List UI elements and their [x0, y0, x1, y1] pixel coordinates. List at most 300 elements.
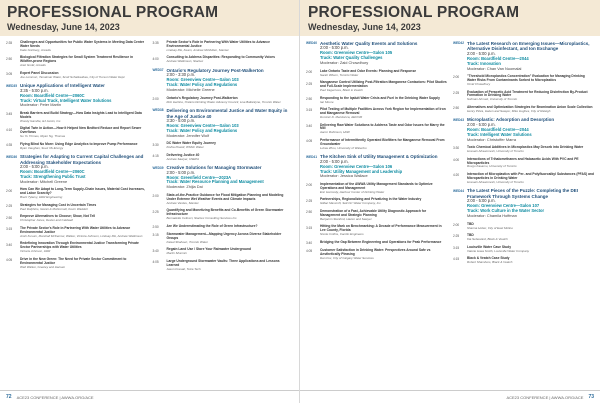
presentation-body — [467, 158, 594, 169]
session-room: Room: Boardfield Centre—2060C — [20, 92, 85, 98]
session-track: Track: Water Quality Challenges — [320, 55, 383, 61]
presentation-entry — [153, 233, 294, 244]
presentation-entry — [6, 143, 147, 151]
presentation-title: Stormwater Management—Mapping Urgency Across Diverse Stakeholder Groups — [166, 232, 282, 240]
presentation-time: 4:00 — [453, 157, 460, 162]
session-code: WED42 — [453, 41, 464, 46]
presentation-time: 2:50 — [6, 215, 13, 220]
session-time: 2:00 - 3:30 p.m. — [166, 72, 196, 78]
presentation-title: TBD — [467, 233, 474, 238]
presentation-title: Large Underground Stormwater Vaults: Three Applications and Lessons Learned — [166, 258, 280, 267]
presenter-names: Ian Moore — [320, 99, 334, 104]
presentation-title: Louisville Water Case Study — [467, 244, 512, 249]
session-code: WED37 — [152, 68, 164, 73]
presentation-title: Quantifying and Monetizing Benefits and Co-Benefits of Green Stormwater Infrastructure — [166, 208, 284, 217]
presenter-names: Martin Sharmin — [166, 251, 187, 256]
presentation-entry — [153, 225, 294, 229]
presentation-title: State-of-the-Practice Guidance for Flood Mitigation Planning and Modeling Under Extreme Wet Weather Events and Climate Impacts — [166, 192, 284, 201]
presentation-body — [20, 72, 147, 80]
presentation-title: Performance of Intermittently Operated Biofilters for Manganese Removal From Groundwater — [320, 137, 445, 146]
session-time: 2:00 - 5:00 p.m. — [166, 169, 196, 175]
presentation-body — [167, 209, 294, 220]
presentation-title: Delivering Raw Water Solutions to Address Taste and Odor Issues for Marry the Mill — [320, 122, 445, 131]
session-moderator: Moderator: Zaid Chowdhury — [320, 60, 369, 66]
presentation-entry — [306, 139, 447, 150]
presentation-title: Delivering Justice 40 — [166, 152, 200, 157]
presentation-time: 4:15 — [453, 257, 460, 262]
presentation-body — [467, 223, 594, 231]
page-number: 73 — [588, 394, 594, 400]
session-track: Track: Strengthening Public Trust — [20, 173, 86, 179]
program-column — [453, 41, 594, 269]
presentation-entry — [306, 249, 447, 260]
presenter-names: Soliman Ahmed, University of Toronto — [467, 97, 518, 102]
session-block — [453, 188, 594, 218]
page-footer — [300, 390, 600, 403]
presenter-names: Andrew Watkinson, Stantec — [166, 59, 204, 64]
presentation-body — [167, 248, 294, 256]
presentation-entry — [306, 241, 447, 245]
presentation-time: 3:40 — [306, 241, 313, 246]
presentation-time: 3:45 — [6, 112, 13, 117]
presentation-title: Break Barriers and Build Strategy—How Data Insights Lead to Intelligent Data Models — [20, 111, 142, 119]
presentation-body — [167, 142, 294, 150]
presentation-time: 4:15 — [152, 154, 159, 159]
presentation-time: 2:25 — [453, 234, 460, 239]
session-room: Room: Boardfield Centre—2044 — [467, 55, 529, 61]
presentation-time: 4:35 — [6, 143, 13, 148]
presenter-names: Dan Fox, City of Calgary Water Services — [320, 255, 374, 260]
presenter-names: Andrew Vardes, Stantec — [166, 200, 199, 205]
presentation-time: 3:15 — [306, 225, 313, 230]
presenter-names: Sarah Wilson, Toronto Water — [320, 72, 359, 77]
presentation-body — [167, 154, 294, 162]
presentation-time: 2:25 — [306, 198, 313, 203]
presenter-names: Lukas Zhou, University of Waterloo — [320, 145, 367, 150]
session-body — [167, 165, 294, 190]
presentation-time: 2:25 — [6, 204, 13, 209]
presentation-title: TBD — [467, 221, 474, 226]
presenter-names: Kishia Powell, WSSC Water — [166, 145, 204, 150]
presentation-entry — [453, 106, 594, 114]
presenter-names: Nicole Collins, Carollo Engineers — [320, 232, 364, 237]
session-body — [467, 117, 594, 142]
session-title: The Kitchen Sink of Utility Management & Optimization — [320, 154, 438, 160]
footer-label: ACE23 CONFERENCE | AWWA.ORG/ACE — [506, 394, 584, 400]
presenter-names: Shanna Heber, City of East Moline — [467, 225, 513, 230]
presentation-title: Flying Blind No More: Using Edge Analytics to Improve Pump Performance — [20, 141, 138, 146]
session-block — [306, 154, 447, 179]
presentation-title: Partnerships, Regionalizing and Privatizing in the Water Industry — [320, 197, 422, 202]
presentation-body — [320, 124, 447, 135]
session-title: Strategies for Adapting to Current Capital Challenges and Addressing Stakeholder Expectations — [20, 154, 144, 165]
presentation-time: 2:00 — [152, 96, 159, 101]
presentation-time: 3:35 — [152, 41, 159, 46]
session-room: Room: Greenview Centre—Salon 103 — [166, 122, 239, 128]
presentation-body — [467, 75, 594, 86]
presentation-body — [467, 257, 594, 265]
presentation-body — [20, 41, 147, 52]
session-title: The Latest Pieces of the Puzzle: Completing the DEI Framework Through Systems Change — [467, 188, 579, 199]
presentation-entry — [453, 146, 594, 154]
presentation-body — [20, 143, 147, 151]
session-body — [320, 154, 447, 179]
presenter-names: Valerie Haas Smith, Louisville Water Company — [467, 248, 530, 253]
presentation-entry — [153, 194, 294, 205]
presenter-names: Ariel Grold, Arcadis — [20, 63, 46, 68]
presentation-title: Customer Satisfaction in Drinking Water: Perspectives Around Safe vs Aesthetically Pleasing — [320, 248, 431, 256]
presentation-entry — [306, 81, 447, 92]
session-block — [153, 165, 294, 190]
presentation-time: 4:05 — [152, 260, 159, 265]
presentation-entry — [453, 91, 594, 102]
presentation-time: 2:25 — [152, 209, 159, 214]
presentation-entry — [153, 56, 294, 64]
presentation-body — [320, 97, 447, 105]
session-body — [20, 154, 147, 184]
presentation-entry — [453, 234, 594, 242]
presenter-names: Katie Grinberg, Arcadis — [20, 47, 51, 52]
presentation-time: 2:50 — [453, 106, 460, 111]
presentation-time: 4:05 — [306, 249, 313, 254]
presentation-body — [167, 97, 294, 105]
presenter-names: Benjamin Stanford, Hazen and Sawyer — [320, 216, 372, 221]
presenter-names: Bernadette Cellucci, Stantec Consulting Services Inc. — [166, 216, 238, 221]
presentation-body — [167, 41, 294, 52]
page-date: Wednesday, June 14, 2023 — [7, 22, 120, 32]
presentation-time: 3:05 — [6, 72, 13, 77]
presentation-title: Pilot Testing of Multiple Facilities Across York Region for Implementation of Iron and Manganese Removal — [320, 107, 446, 116]
program-column — [153, 41, 294, 275]
session-body — [167, 108, 294, 138]
presentation-title: Ontario's Regulatory Journey Post-Walkerton — [166, 95, 238, 100]
session-moderator: Moderator: Zhijia Dai — [166, 184, 203, 190]
presentation-time: 3:30 — [152, 142, 159, 147]
presenter-names: Aaron Robinson, HDR — [320, 130, 350, 135]
presentation-entry — [306, 225, 447, 236]
presenter-names: Henry Pizza, Hazen and Sawyer, Mike Hughes, City of Raleigh — [467, 108, 551, 113]
session-title: Delivering on Environmental Justice and Water Equity in the Age of Justice 40 — [166, 108, 288, 119]
session-time: 2:00 - 5:00 p.m. — [467, 50, 496, 56]
presentation-title: Toxic Chemical Additives in Microplastics May Desorb into Drinking Water — [467, 145, 584, 150]
presentation-entry — [306, 97, 447, 105]
presentation-entry — [6, 215, 147, 223]
session-time: 2:00 - 5:00 p.m. — [320, 158, 349, 164]
presentation-time: 4:00 — [152, 56, 159, 61]
session-body — [467, 188, 594, 218]
session-block — [6, 154, 147, 184]
page-title: PROFESSIONAL PROGRAM — [308, 4, 520, 21]
presentation-body — [467, 246, 594, 254]
session-block — [153, 68, 294, 93]
session-moderator: Moderator: Michelle Greene — [166, 87, 215, 93]
presentation-body — [20, 204, 147, 212]
presenter-names: Ansh Kusum, Marshall McKerrow, Walker, Victoria Johnson, Lindsay RH, Andrew Watkinson — [20, 233, 143, 238]
presentation-entry — [153, 154, 294, 162]
presentation-body — [20, 127, 147, 138]
session-track: Track: Intelligent Water Solutions — [467, 131, 532, 137]
session-body — [320, 41, 447, 66]
session-time: 2:00 - 5:00 p.m. — [320, 45, 349, 51]
presentation-body — [167, 225, 294, 229]
presentation-time: 3:15 — [453, 245, 460, 250]
presentation-body — [20, 227, 147, 238]
presentation-title: DC Water Water Equity Journey — [166, 141, 216, 146]
presentation-title: Challenges and Opportunities for Public Water Systems in Meeting Data Center Water Needs — [20, 40, 145, 48]
session-room: Room: Greenview Centre—Salon 105 — [320, 50, 393, 56]
presenter-names: Roxgo Kasamu, University of Toronto — [467, 164, 517, 169]
page-footer — [0, 390, 300, 403]
presentation-time: 3:40 — [152, 248, 159, 253]
session-track: Track: Virtual Track, Intelligent Water Solutions — [20, 97, 112, 103]
presentation-title: Regain Land Use / Store Your Rainwater Underground — [166, 247, 252, 252]
presentation-entry — [153, 209, 294, 220]
presenter-names: Hossein Afraamnesh, University of Toronto — [467, 179, 524, 184]
presenter-names: Kia Sebestard, Black & Veatch — [467, 237, 508, 241]
session-body — [20, 83, 147, 108]
presentation-entry — [153, 142, 294, 150]
session-room: Room: Boardfield Centre—2044 — [467, 126, 529, 132]
presentation-time: 3:30 — [453, 146, 460, 151]
session-moderator: Moderator: Mitchell Greene — [20, 178, 68, 184]
page-date: Wednesday, June 14, 2023 — [308, 22, 421, 32]
session-moderator: Moderator: Peter Martin — [20, 102, 62, 108]
session-code: WED41 — [306, 154, 317, 159]
presentation-time: 2:50 — [152, 225, 159, 230]
presentation-time: 3:15 — [6, 227, 13, 232]
session-track: Track: Work Culture in the Water Sector — [467, 208, 545, 214]
presenter-names: Joe Lemmon, Tamalmar Water, Scott Schalkaulkas, City of Tucson Water Dept. — [20, 74, 126, 79]
presentation-body — [320, 198, 447, 206]
presentation-title: Are We Underestimating the Role of Green Infrastructure? — [166, 223, 258, 228]
presentation-title: Interactions of Trihalomethanes and Haloacetic Acids With PVC and PE Microparticles — [467, 156, 579, 165]
session-title: Ontario's Regulatory Journey Post-Walkerton — [166, 67, 264, 73]
presentation-title: Alternatives and Optimization Strategies for Bromination Anion Scale Collection — [467, 104, 593, 109]
presentation-title: Consulting to Address Disparities: Responding to Community Voices — [166, 55, 275, 60]
session-room: Room: Greenfield Centre—2023A — [166, 174, 232, 180]
presentation-body — [467, 146, 594, 154]
presentation-time: 3:15 — [306, 108, 313, 113]
session-moderator: Moderator: Chamila Hoffman — [467, 213, 517, 218]
presentation-entry — [306, 108, 447, 119]
presentation-title: Demonstration of a Fast, Achievable Utility Diagnostic Approach for Management and Strategic Planning — [320, 208, 427, 217]
presentation-body — [467, 234, 594, 242]
presentation-body — [467, 173, 594, 184]
presentation-title: Lake Ontario Taste and Odor Events: Planning and Response — [320, 68, 417, 73]
session-room: Room: Boardfield Centre—2060C — [20, 169, 85, 175]
presenter-names: Faisal Shaheen, Toronto Water — [166, 239, 208, 244]
presentation-body — [20, 56, 147, 67]
presentation-entry — [6, 41, 147, 52]
presenter-names: Paul Dolphins, Gianni & McDonnell, Kevin Waddell — [20, 206, 88, 211]
presentation-entry — [153, 97, 294, 105]
presentation-time: 2:50 — [6, 56, 13, 61]
presentation-title: Strategies for Managing Cost in Uncertain Times — [20, 202, 97, 207]
presentation-entry — [153, 260, 294, 271]
presenter-names: Christopher Jones, Dexter and Caldwell — [20, 218, 73, 223]
presentation-time: 4:05 — [306, 139, 313, 144]
presentation-entry — [6, 188, 147, 199]
presentation-time: 2:25 — [453, 90, 460, 95]
session-moderator: Moderator: Christoffer Marra — [467, 136, 517, 142]
session-moderator: Moderator: Jessica Wallace — [320, 173, 368, 179]
presentation-body — [20, 188, 147, 199]
presentation-entry — [306, 70, 447, 78]
presentation-title: Manganese Control Utilizing Post-Filtration Manganese Contactors: Pilot Studies and Full-Scale Implementation — [320, 80, 447, 89]
session-code: WED44 — [453, 188, 464, 193]
presentation-title: Private Sector's Role in Partnering With Water Utilities to Advance Environmental Justice — [166, 40, 270, 48]
session-title: The Latest Research on Emerging Issues—Microplastics, Alternative Disinfectant, and Ion Exchange — [467, 41, 590, 52]
page-number: 72 — [6, 394, 12, 400]
page-header — [300, 0, 600, 36]
session-block — [6, 83, 147, 108]
presentation-entry — [306, 183, 447, 194]
presentation-entry — [6, 242, 147, 253]
presentation-body — [320, 249, 447, 260]
presentation-body — [20, 112, 147, 123]
presentation-time: 3:40 — [6, 242, 13, 247]
session-code: WED43 — [453, 117, 464, 122]
presentation-body — [467, 91, 594, 102]
session-code: WED36 — [6, 154, 17, 159]
presentation-body — [167, 233, 294, 244]
presentation-entry — [153, 248, 294, 256]
presenter-names: Eric Harmody, Harbour Center of Drinking Water — [320, 189, 385, 194]
session-body — [467, 41, 594, 71]
presenter-names: Hossein Afraamnesh, University of Toronto — [467, 149, 524, 154]
presenter-names: Walt Walker, Greeley and Hansen — [20, 264, 66, 269]
presenter-names: Robert Shambers, Black & Veatch — [467, 260, 513, 264]
page-title: PROFESSIONAL PROGRAM — [7, 4, 219, 21]
presentation-time: 2:50 — [306, 210, 313, 215]
page-header — [0, 0, 300, 36]
presentation-title: "Threshold Microplastics Concentration" Evaluation for Managing Drinking Water Risks From Contaminants Sorbed to Microplastics — [467, 74, 585, 83]
presentation-entry — [6, 56, 147, 67]
presentation-entry — [6, 204, 147, 212]
session-time: 2:00 - 5:00 p.m. — [20, 164, 49, 170]
presenter-names: Woody Gamble, EJ Jamin, Inc. — [20, 118, 62, 123]
presentation-entry — [453, 75, 594, 86]
presenter-names: Andrew Sawyer, USEPA — [166, 156, 199, 161]
presentation-entry — [453, 257, 594, 265]
presentation-entry — [6, 112, 147, 123]
program-column — [6, 41, 147, 275]
presentation-time: 2:00 — [152, 194, 159, 199]
presentation-body — [320, 81, 447, 92]
session-title: Microplastic: Adsorption and Desorption — [467, 117, 555, 123]
session-time: 2:00 - 5:00 p.m. — [467, 121, 496, 127]
presenter-names: Ryan Vaughan, Suez IIS Energy — [20, 145, 64, 150]
session-code: WED35 — [6, 83, 17, 88]
session-time: 3:35 - 5:00 p.m. — [20, 87, 49, 93]
presentation-body — [320, 108, 447, 119]
presentation-body — [467, 106, 594, 114]
presenter-names: Lindsay RH, Kearn, Andrew McMullen, Stantec — [166, 47, 229, 52]
session-block — [306, 41, 447, 66]
presentation-time: 2:50 — [306, 96, 313, 101]
presentation-time: 4:10 — [6, 127, 13, 132]
presentation-time: 4:20 — [453, 173, 460, 178]
presentation-title: Digital Twin in Action—How it Helped New Bedford Reduce and Report Sewer Overflows — [20, 126, 142, 135]
presenter-names: Paul Fagerness, Black & Veatch — [320, 88, 363, 93]
presenter-names: Victoria Johnson, HDR — [20, 249, 51, 254]
presentation-entry — [6, 227, 147, 238]
presentation-title: Evaluation of Peracetic Acid Treatment for Reducing Disinfection By-Product Formation in Drinking Water — [467, 89, 588, 98]
presentation-body — [20, 242, 147, 253]
session-code: WED39 — [152, 165, 164, 170]
presentation-body — [320, 225, 447, 236]
session-room: Room: Greenview Centre—Salon 107 — [467, 203, 540, 209]
session-code: WED38 — [152, 108, 164, 113]
presenter-names: Dominic D. Mendonca, AECOM — [320, 114, 363, 119]
session-block — [153, 108, 294, 138]
presentation-time: 3:15 — [152, 233, 159, 238]
presentation-entry — [453, 173, 594, 184]
presentation-body — [167, 194, 294, 205]
session-track: Track: Innovation — [467, 60, 501, 66]
presenter-names: Omid Chowdhury — [467, 81, 491, 86]
presentation-title: Emprove Alternatives to Choose; Show, Not Tell — [20, 214, 96, 219]
session-track: Track: Utility Management and Leadership — [320, 168, 403, 174]
presentation-body — [320, 241, 447, 245]
presentation-title: Bridging the Gap Between Engineering and Operations for Peak Performance — [320, 239, 442, 244]
presenter-names: Brent Tylamy, HDR Engineering — [20, 195, 63, 200]
session-title: Aesthetic Water Quality Events and Solutions — [320, 41, 418, 46]
presentation-title: Interaction of Microplastics with Per- and Polyfluoroalkyl Substances (PFAS) and Microparticles in Drinking Water — [467, 172, 594, 180]
presentation-title: Expert Panel Discussion — [20, 70, 59, 75]
session-room: Room: Greenview Centre—Salon 103 — [166, 77, 239, 83]
presentation-title: How Can We Adapt to Long-Term Supply-Chain Issues, Material Cost Increases, and Labor Scarcity? — [20, 187, 145, 196]
presenter-names: Gillian Maxcroft, Sell-Orr Water Company, Inc. — [320, 201, 382, 206]
session-code: WED40 — [306, 41, 317, 46]
right-page — [300, 0, 600, 403]
presentation-body — [20, 258, 147, 269]
presentation-title: Responding to the Iqaluit Water Crisis and Fuel in the Drinking Water Supply — [320, 95, 440, 100]
program-column — [306, 41, 447, 269]
presentation-body — [20, 215, 147, 223]
presentation-title: Redefining Innovation Through Environmental Justice Transforming Private Sector Partnerships with Water Utilities — [20, 241, 139, 250]
session-time: 3:30 - 5:00 p.m. — [166, 117, 196, 123]
presentation-entry — [306, 210, 447, 221]
presentation-time: 2:00 — [306, 183, 313, 188]
presentation-title: Implementation of the AWWA Utility Management Standards to Optimize Operations and Management — [320, 182, 433, 190]
presentation-body — [320, 183, 447, 194]
session-room: Room: Greenview Centre—Salon 106 — [320, 163, 393, 169]
session-title: Creative Solutions for Managing Stormwater — [166, 165, 262, 171]
presentation-time: 4:05 — [6, 257, 13, 262]
presentation-body — [167, 260, 294, 271]
presenter-names: Jason Fossati, Tetra Tech — [166, 266, 201, 271]
session-body — [167, 68, 294, 93]
presentation-time: 3:40 — [306, 123, 313, 128]
presentation-entry — [6, 127, 147, 138]
presentation-entry — [306, 198, 447, 206]
presentation-body — [320, 210, 447, 221]
session-track: Track: Water Policy and Regulations — [166, 82, 238, 88]
presentation-time: 2:00 — [6, 188, 13, 193]
presenter-names: Rob Henline, Ontario Drinking Water Advisory Council, Lisa Ballantyne, Toronto Water — [166, 99, 281, 104]
session-moderator: Moderator: Jennifer Wolf — [166, 132, 210, 138]
presentation-entry — [453, 158, 594, 169]
presentation-body — [320, 70, 447, 78]
presentation-time: 2:25 — [306, 81, 313, 86]
presentation-entry — [453, 223, 594, 231]
presentation-entry — [453, 246, 594, 254]
presentation-title: Drive in the New Green: The Need for Private Sector Commitment to Environmental Justice — [20, 256, 127, 265]
presentation-title: The Private Sector's Role in Partnering With Water Utilities to Advance Environmental Justice — [20, 225, 131, 234]
presentation-time: 2:35 — [6, 41, 13, 46]
presentation-title: Black & Veatch Case Study — [467, 256, 510, 261]
